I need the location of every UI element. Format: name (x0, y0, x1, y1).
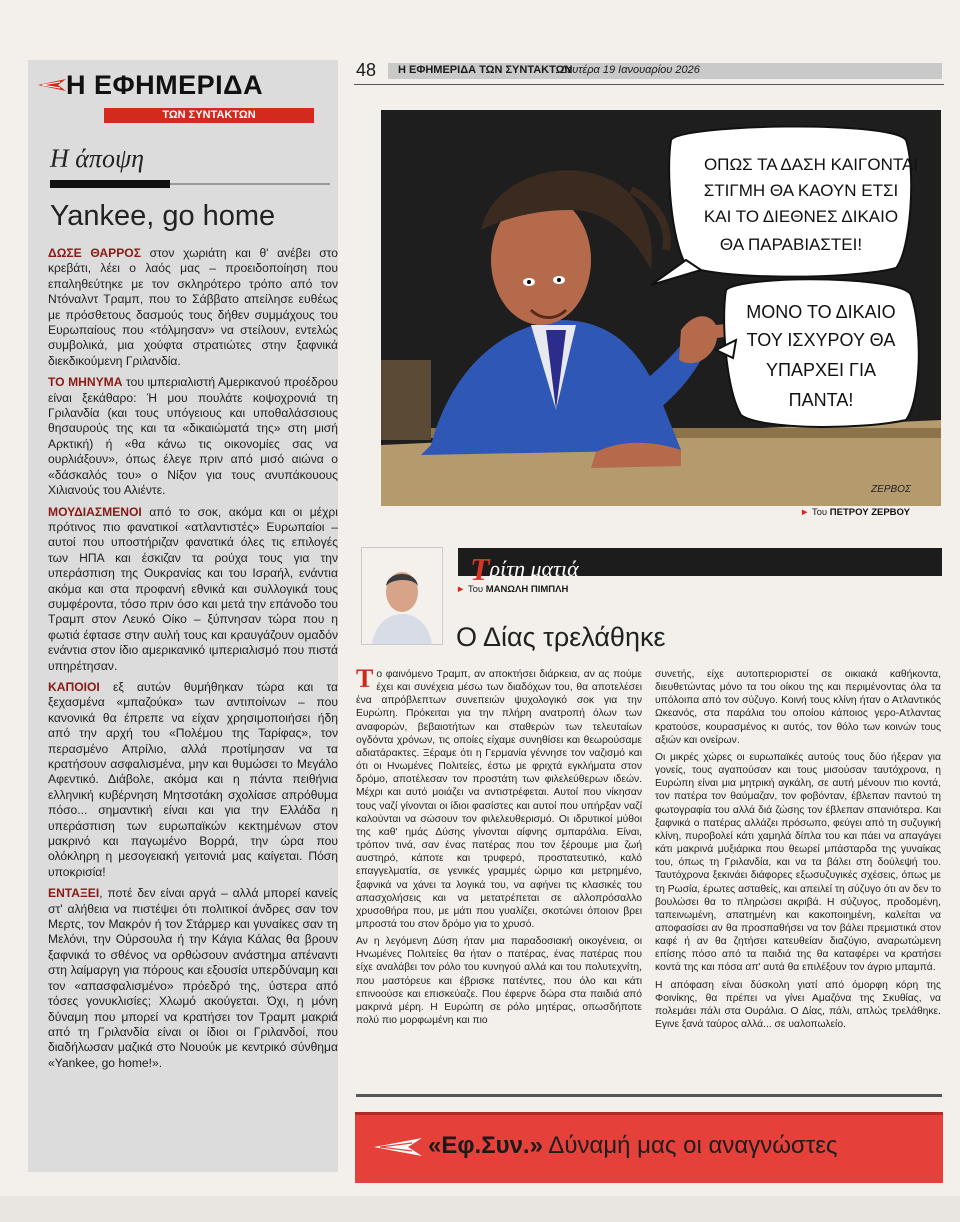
editorial-paragraph: ΚΑΠΟΙΟΙ εξ αυτών θυμήθηκαν τώρα και τα ξεχασμένα «μπαζούκα» των αντιποίνων – που κανονικά θα έπρεπε να είχαν χρησιμοποιήσει ήδη από την αρχή του «Πολέμου της Ταρίφας», τον περασμένο Απρίλιο, αλλά προτίμησαν να τα κρατήσουν ασφαλισμένα, μην και θυμώσει το Μεγάλο Αφεντικό. Διάβολε, ακόμα και η πάντα πειθήνια ελληνική κυβέρνηση Μητσοτάκη σχολίασε απρόθυμα πόσο... σημαντική είναι και για την Ελλάδα η υπεράσπιση των ευρωπαϊκών κεκτημένων στον μακρινό και παγωμένο Βορρά, την ώρα που ολόκληρη η μεσογειακή γειτονιά μας καίγεται. Πόση υποκρισία! (48, 679, 338, 879)
drop-cap: Τ (356, 664, 374, 693)
cartoon-credit: ► Του ΠΕΤΡΟΥ ΖΕΡΒΟΥ (800, 507, 911, 518)
bubble2-line: ΜΟΝΟ ΤΟ ΔΙΚΑΙΟ (746, 302, 896, 322)
promo-text: «Εφ.Συν.» Δύναμή μας οι αναγνώστες (428, 1132, 838, 1159)
article-paragraph: Η απόφαση είναι δύσκολη γιατί από όμορφη κόρη της Φοινίκης, θα πρέπει να γίνει Αμαζόνα της Σκυθίας, να πολεμάει πάλι στα Ουράλια. Ο Δίας, πάλι, απλώς τρελάθηκε. Εγινε ξανά ταύρος αλλά... σε υαλοπωλείο. (655, 979, 941, 1031)
bubble1-line: ΣΤΙΓΜΗ ΘΑ ΚΑΟΥΝ ΕΤΣΙ (703, 181, 899, 200)
cartoon-illustration (381, 110, 941, 506)
page-margin (0, 1196, 960, 1222)
article-column-1 (356, 664, 642, 1031)
header-rule (354, 84, 944, 85)
avatar (362, 548, 442, 644)
triangle-icon: ► (456, 584, 466, 595)
ad-rule (356, 1094, 942, 1097)
section-divider (50, 180, 170, 188)
editorial-paragraph: ΕΝΤΑΞΕΙ, ποτέ δεν είναι αργά – αλλά μπορεί κανείς στ' αλήθεια να πιστέψει ότι πολιτικοί άνδρες σαν τον Μερτς, τον Μακρόν ή τον Στάρμερ και γυναίκες σαν τη Μελόνι, την Ούρσουλα ή την Κάγια Κάλας θα βρουν ξαφνικά το σθένος να ορθώσουν ανάστημα απέναντι στη λαίμαργη για πόρους και εξουσία υπερδύναμη και τον «απασφαλισμένο» πρόεδρό της, ύστερα από τόσες γονυκλισίες; Χλωμό ακούγεται. Όχι, η μόνη δύναμη που μπορεί να κρατήσει τον Τραμπ μακριά από τη Γριλανδία είναι οι ίδιοι οι Γριλανδοί, που διαδήλωσαν μαζικά στο Νουούκ με κεντρικό σύνθημα «Yankee, go home!». (48, 886, 338, 1070)
quill-logo-icon (36, 76, 68, 94)
editorial-column (28, 60, 338, 1172)
editorial-paragraph: ΤΟ ΜΗΝΥΜΑ του ιμπεριαλιστή Αμερικανού προέδρου είναι ξεκάθαρο: Ή μου πουλάτε κοψοχρονιά τη Γριλανδία (και τους υπόγειους και υποθαλάσσιους θησαυρούς της και τα «δικαιώματά της» στη μισή Αρκτική) ή «θα κάνω τις οικονομίες σας να ουρλιάξουν», όπως έλεγε πριν από μισό αιώνα ο «δάσκαλός του» ο Νίξον για τους ανυπάκουους Χιλιανούς του Αλιέντε. (48, 375, 338, 498)
quill-logo-icon (372, 1134, 424, 1160)
header-date: Δευτέρα 19 Ιανουαρίου 2026 (560, 64, 700, 76)
editorial-body (48, 246, 338, 1077)
bubble1-line: ΟΠΩΣ ΤΑ ΔΑΣΗ ΚΑΙΓΟΝΤΑΙ (703, 155, 919, 174)
column-headline: Ο Δίας τρελάθηκε (456, 622, 666, 652)
bubble1-line: ΘΑ ΠΑΡΑΒΙΑΣΤΕΙ! (719, 235, 863, 254)
bubble2-line: ΠΑΝΤΑ! (788, 390, 854, 410)
article-paragraph: Το φαινόμενο Τραμπ, αν αποκτήσει διάρκεια, αν ας πούμε έχει και συνέχεια μέσω των διαδόχων του, θα αποτελέσει ένα απρόβλεπτων συνεπειών ψυχολογικό σοκ για την Ευρώπη. Πρόκειται για την πλήρη ανατροπή όλων των αναφορών, βεβαιοτήτων και σταθερών των τελευταίων ογδόντα χρόνων, τις οποίες είχαμε συνηθίσει και θεωρούσαμε αδιατάρακτες. Ξέραμε ότι η Γερμανία γέννησε τον ναζισμό και ότι οι Ηνωμένες Πολιτείες, έστω με φριχτά εγκλήματα στον δρόμο, αποτέλεσαν τον προστάτη των φιλελεύθερων ιδεών. Μέχρι και αυτό μοιάζει να αντιστρέφεται. Αυτοί που νίκησαν τους ναζί γίνονται οι ίδιοι φασίστες και αυτοί που υπήρξαν ναζί καλούνται να σώσουν τον φιλελευθερισμό. Οι ιδρυτικοί μύθοι της καθ' ημάς Δύσης γίνονται αίφνης σμπαράλια. Είναι, τρόπον τινά, σαν ένας πατέρας που τον ξέρουμε μια ζωή αυστηρό, κάποτε και τρυφερό, προστατευτικό, καλό επαγγελματία, σε γενικές γραμμές ώριμο και μετρημένο, ξαφνικά να χάνει τα λογικά του, να αφήνει τις κλασικές του απασχολήσεις και να μετατρέπεται σε αλλοπρόσαλλο χρυσοθήρα που, με μάτι που γυαλίζει, σκοτώνει όποιον βρει μπροστά του στον δρόμο για το χρυσό. (356, 664, 642, 930)
column-title: Τρίτη ματιά (470, 551, 579, 587)
triangle-icon: ► (800, 507, 810, 518)
editorial-paragraph: ΜΟΥΔΙΑΣΜΕΝΟΙ από το σοκ, ακόμα και οι μέχρι πρότινος πιο φανατικοί «ατλαντιστές» Ευρωπαίοι – αυτοί που υποστήριζαν φανατικά όλες τις επιλογές των ΗΠΑ και έσκιζαν τα ρούχα τους για την υπεράσπιση της Ουκρανίας και του Ισραήλ, ενάντια ακόμα και στα προφανή εθνικά και συλλογικά τους συμφέροντα, τόσο πριν όσο και μετά την επάνοδο του Τραμπ στον Λευκό Οίκο – ξύπνησαν τώρα που η φωτιά έφτασε στην αυλή τους και κραυγάζουν ομαδόν ενάντια στον ίδιο αμερικανικό ιμπεριαλισμό που πιστά υπηρέτησαν. (48, 504, 338, 673)
editorial-paragraph: ΔΩΣΕ ΘΑΡΡΟΣ στον χωριάτη και θ' ανέβει στο κρεβάτι, λέει ο λαός μας – προειδοποίηση που επαληθεύτηκε με τον σκληρότερο τρόπο από τον Ντόναλντ Τραμπ, που το Σάββατο απείλησε ευθέως με πρόσθετους δασμούς τους δήθεν συμμάχους του Ευρωπαίους που «τόλμησαν» να στείλουν, εντελώς συμβολικά, μια χούφτα στρατιώτες στην ξαφνικά διεκδικούμενη Γριλανδία. (48, 246, 338, 368)
bubble1-line: ΚΑΙ ΤΟ ΔΙΕΘΝΕΣ ΔΙΚΑΙΟ (703, 207, 899, 226)
article-column-2 (655, 668, 941, 1035)
author-photo (361, 547, 443, 645)
newspaper-logo (28, 60, 338, 126)
logo-main-text: Η ΕΦΗΜΕΡΙΔΑ (66, 70, 264, 100)
page-number: 48 (356, 60, 377, 80)
article-paragraph: Οι μικρές χώρες οι ευρωπαϊκές αυτούς τους δύο ήξεραν για γονείς, τους αγαπούσαν και τους μισούσαν ταυτόχρονα, η Ευρώπη είναι μια μητρική αγκάλη, σε αυτή μένουν πιο κοντά, τον πατέρα τον θαύμαζαν, τον φοβόνταν, έβλεπαν παντού τη φωτογραφία του αλλά διά ζώσης τον έβλεπαν σπανιότερα. Και ξαφνικά ο πατέρας αλλάζει πρόσωπο, φεύγει από τη συζυγική κλίνη, πυροβολεί κάτι χαμηλά δίπλα του και πάει να απαγάγει κάτι μακρινά μυξιάρικα που θεωρεί μπάσταρδα της γυναίκας του, όπως τη Γριλανδία, και να τα βάλει στη δούλεψή του. Ταυτόχρονα ξεκινάει διάφορες εξωσυζυγικές σχέσεις, όπως με τη Ρωσία, έρωτες ασταθείς, και απειλεί τη σύζυγο ότι αν δεν το βουλώσει θα το πληρώσει ακριβά. Η σύζυγος, προδομένη, ταπεινωμένη, απατημένη και κακοποιημένη, καλείται να αποφασίσει αν θα προσπαθήσει να τον βάλει πρεμιστικά στον καφέ ή αν θα ζητήσει κατευθείαν διαζύγιο, αναρωτώμενη επίσης πόσο από τα παιδιά της θα καταφέρει να κρατήσει κοντά της και πόσα απ' αυτά θα επιλέξουν τον άγριο μπαμπά. (655, 751, 941, 974)
section-divider-line (170, 183, 330, 185)
article-paragraph: Αν η λεγόμενη Δύση ήταν μια παραδοσιακή οικογένεια, οι Ηνωμένες Πολιτείες θα ήταν ο πατέρας, ένας πατέρας που είχε αναλάβει τον ρόλο του κυνηγού αλλά και του πολυτεχνίτη, που μαστόρευε και έβρισκε πατέντες, που όλο και κάτι επινοούσε και επισκεύαζε. Που έφερνε δώρα στα παιδιά από μακρινά μέρη. Η Ευρώπη σε ρόλο μητέρας, οπωσδήποτε πολύ πιο μορφωμένη και πιο (356, 936, 642, 1027)
header-paper-name: Η ΕΦΗΜΕΡΙΔΑ ΤΩΝ ΣΥΝΤΑΚΤΩΝ (398, 64, 573, 76)
political-cartoon (381, 110, 941, 506)
section-title: Η άποψη (50, 144, 144, 173)
logo-sub-text: ΤΩΝ ΣΥΝΤΑΚΤΩΝ (104, 108, 314, 123)
editorial-headline: Yankee, go home (50, 200, 276, 232)
cartoon-signature: ΖΕΡΒΟΣ (871, 484, 911, 495)
column-byline: ► Του ΜΑΝΩΛΗ ΠΙΜΠΛΗ (456, 584, 569, 595)
bubble2-line: ΤΟΥ ΙΣΧΥΡΟΥ ΘΑ (746, 330, 896, 350)
bubble2-line: ΥΠΑΡΧΕΙ ΓΙΑ (766, 360, 876, 380)
article-paragraph: συνετής, είχε αυτοπεριοριστεί σε οικιακά καθήκοντα, διευθετώντας μόνο τα του οίκου της και περιμένοντας όλα τα υπόλοιπα από τον σύζυγο. Κοινή τους κλίνη ήταν ο Ατλαντικός Ωκεανός, στα παράλια του οποίου κάποιος γερο-Ατλαντας κρατούσε, κουρασμένος κι αυτός, τον θόλο των κοινών τους αξιών και ονείρων. (655, 669, 941, 746)
